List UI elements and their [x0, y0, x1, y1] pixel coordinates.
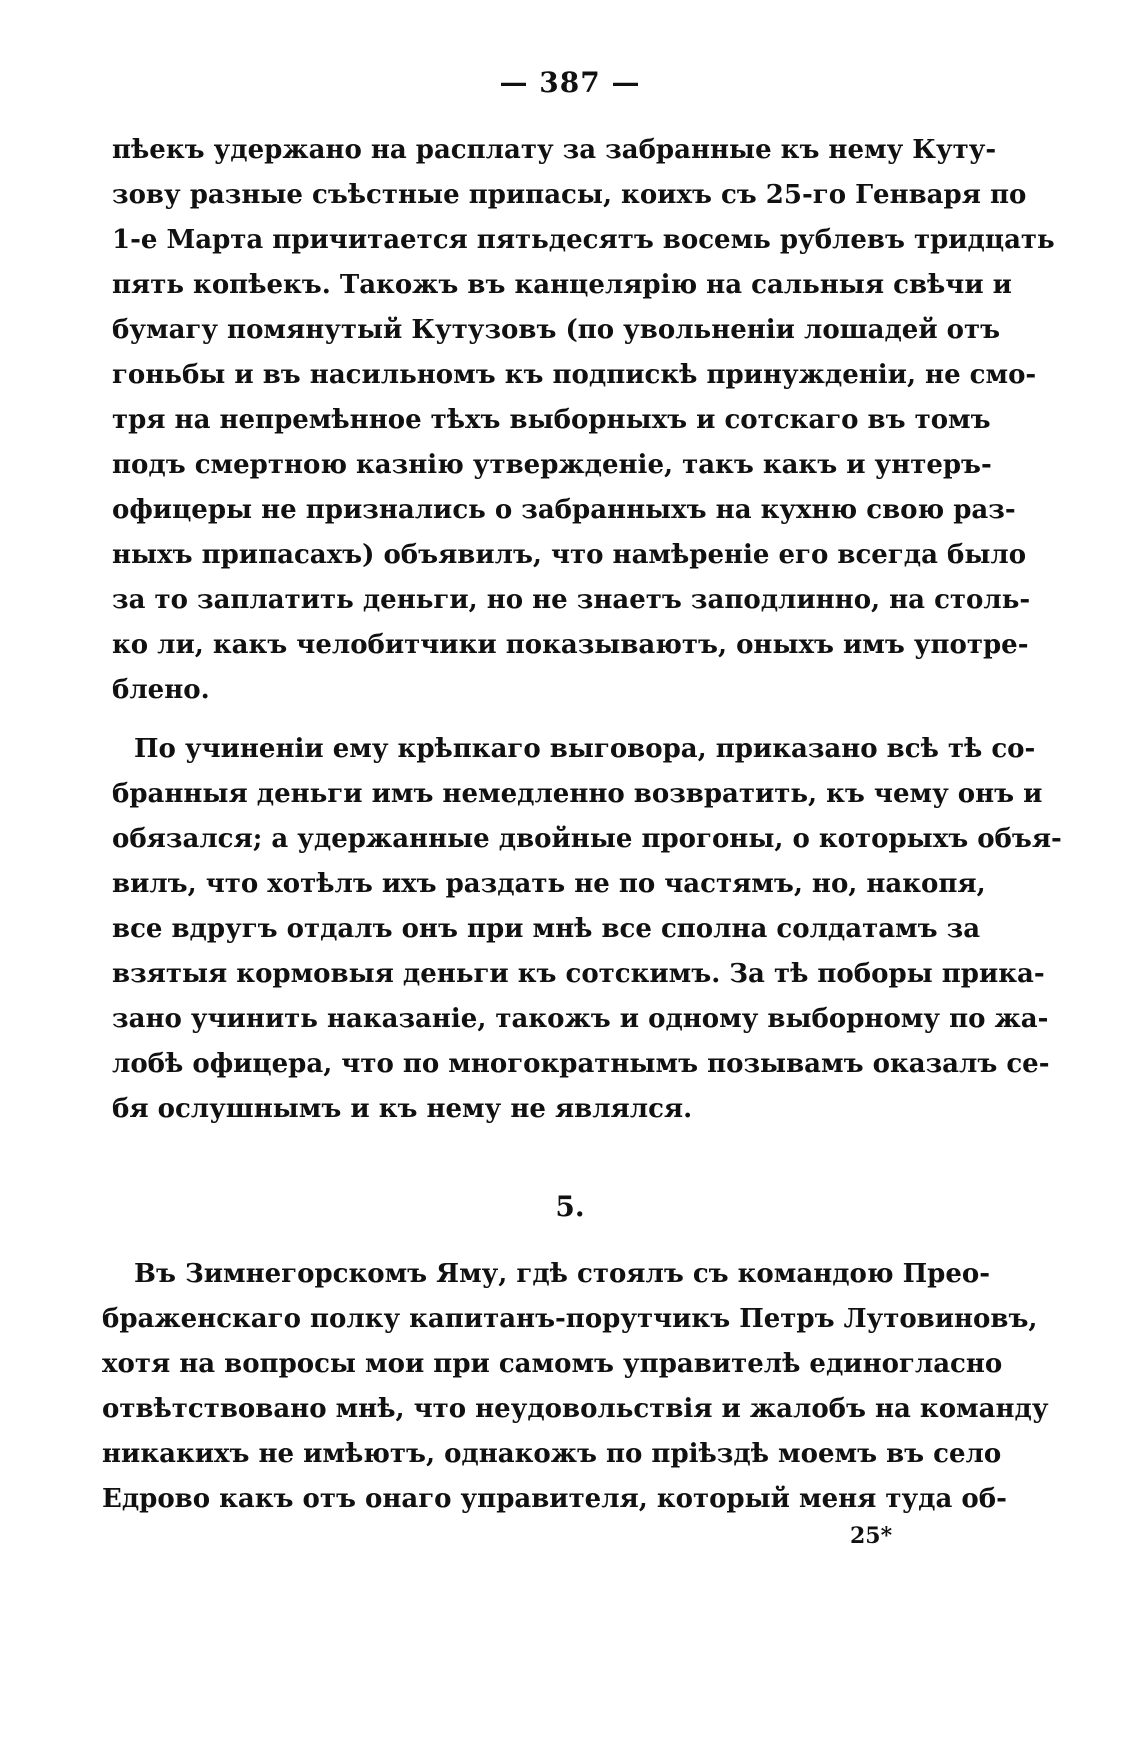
- text-line: ко ли, какъ челобитчики показываютъ, оныхъ имъ употре-: [112, 630, 1029, 660]
- text-line: Едрово какъ отъ онаго управителя, который меня туда об-: [102, 1484, 1007, 1514]
- text-line: лобѣ офицера, что по многократнымъ позывамъ оказалъ се-: [112, 1049, 1050, 1079]
- text-line: за то заплатить деньги, но не знаетъ заподлинно, на столь-: [112, 585, 1031, 615]
- text-line: отвѣтствовано мнѣ, что неудовольствія и жалобъ на команду: [102, 1394, 1049, 1424]
- paragraph-3: [102, 1252, 1049, 1522]
- text-line: бумагу помянутый Кутузовъ (по увольненіи лошадей отъ: [112, 315, 1001, 345]
- text-line: 1-е Марта причитается пятьдесятъ восемь рублевъ тридцать: [112, 225, 1055, 255]
- text-line: никакихъ не имѣютъ, однакожъ по пріѣздѣ моемъ въ село: [102, 1439, 1002, 1469]
- text-line: По учиненіи ему крѣпкаго выговора, приказано всѣ тѣ со-: [134, 734, 1036, 764]
- text-line: подъ смертною казнію утвержденіе, такъ какъ и унтеръ-: [112, 450, 992, 480]
- text-line: тря на непремѣнное тѣхъ выборныхъ и сотскаго въ томъ: [112, 405, 991, 435]
- text-line: офицеры не признались о забранныхъ на кухню свою раз-: [112, 495, 1016, 525]
- text-line: браженскаго полку капитанъ-порутчикъ Петръ Лутовиновъ,: [102, 1304, 1038, 1334]
- text-line: зову разные съѣстные припасы, коихъ съ 25-го Генваря по: [112, 180, 1027, 210]
- text-line: блено.: [112, 675, 210, 705]
- text-line: пять копѣекъ. Такожъ въ канцелярію на сальныя свѣчи и: [112, 270, 1012, 300]
- text-line: все вдругъ отдалъ онъ при мнѣ все сполна солдатамъ за: [112, 914, 981, 944]
- text-line: бя ослушнымъ и къ нему не являлся.: [112, 1094, 693, 1124]
- paragraph-1: [112, 128, 1055, 713]
- signature-mark: 25*: [850, 1523, 893, 1549]
- text-line: вилъ, что хотѣлъ ихъ раздать не по частямъ, но, накопя,: [112, 869, 986, 899]
- text-line: гоньбы и въ насильномъ къ подпискѣ принужденіи, не смо-: [112, 360, 1037, 390]
- text-line: взятыя кормовыя деньги къ сотскимъ. За тѣ поборы прика-: [112, 959, 1045, 989]
- text-line: зано учинить наказаніе, такожъ и одному выборному по жа-: [112, 1004, 1049, 1034]
- page-number: — 387 —: [499, 66, 641, 99]
- paragraph-2: [112, 727, 1062, 1132]
- text-line: хотя на вопросы мои при самомъ управителѣ единогласно: [102, 1349, 1003, 1379]
- text-line: обязался; а удержанные двойные прогоны, о которыхъ объя-: [112, 824, 1062, 854]
- section-number: 5.: [555, 1190, 585, 1223]
- text-line: бранныя деньги имъ немедленно возвратить, къ чему онъ и: [112, 779, 1043, 809]
- text-line: ныхъ припасахъ) объявилъ, что намѣреніе его всегда было: [112, 540, 1027, 570]
- text-line: пѣекъ удержано на расплату за забранные къ нему Куту-: [112, 135, 997, 165]
- text-line: Въ Зимнегорскомъ Яму, гдѣ стоялъ съ командою Прео-: [134, 1259, 991, 1289]
